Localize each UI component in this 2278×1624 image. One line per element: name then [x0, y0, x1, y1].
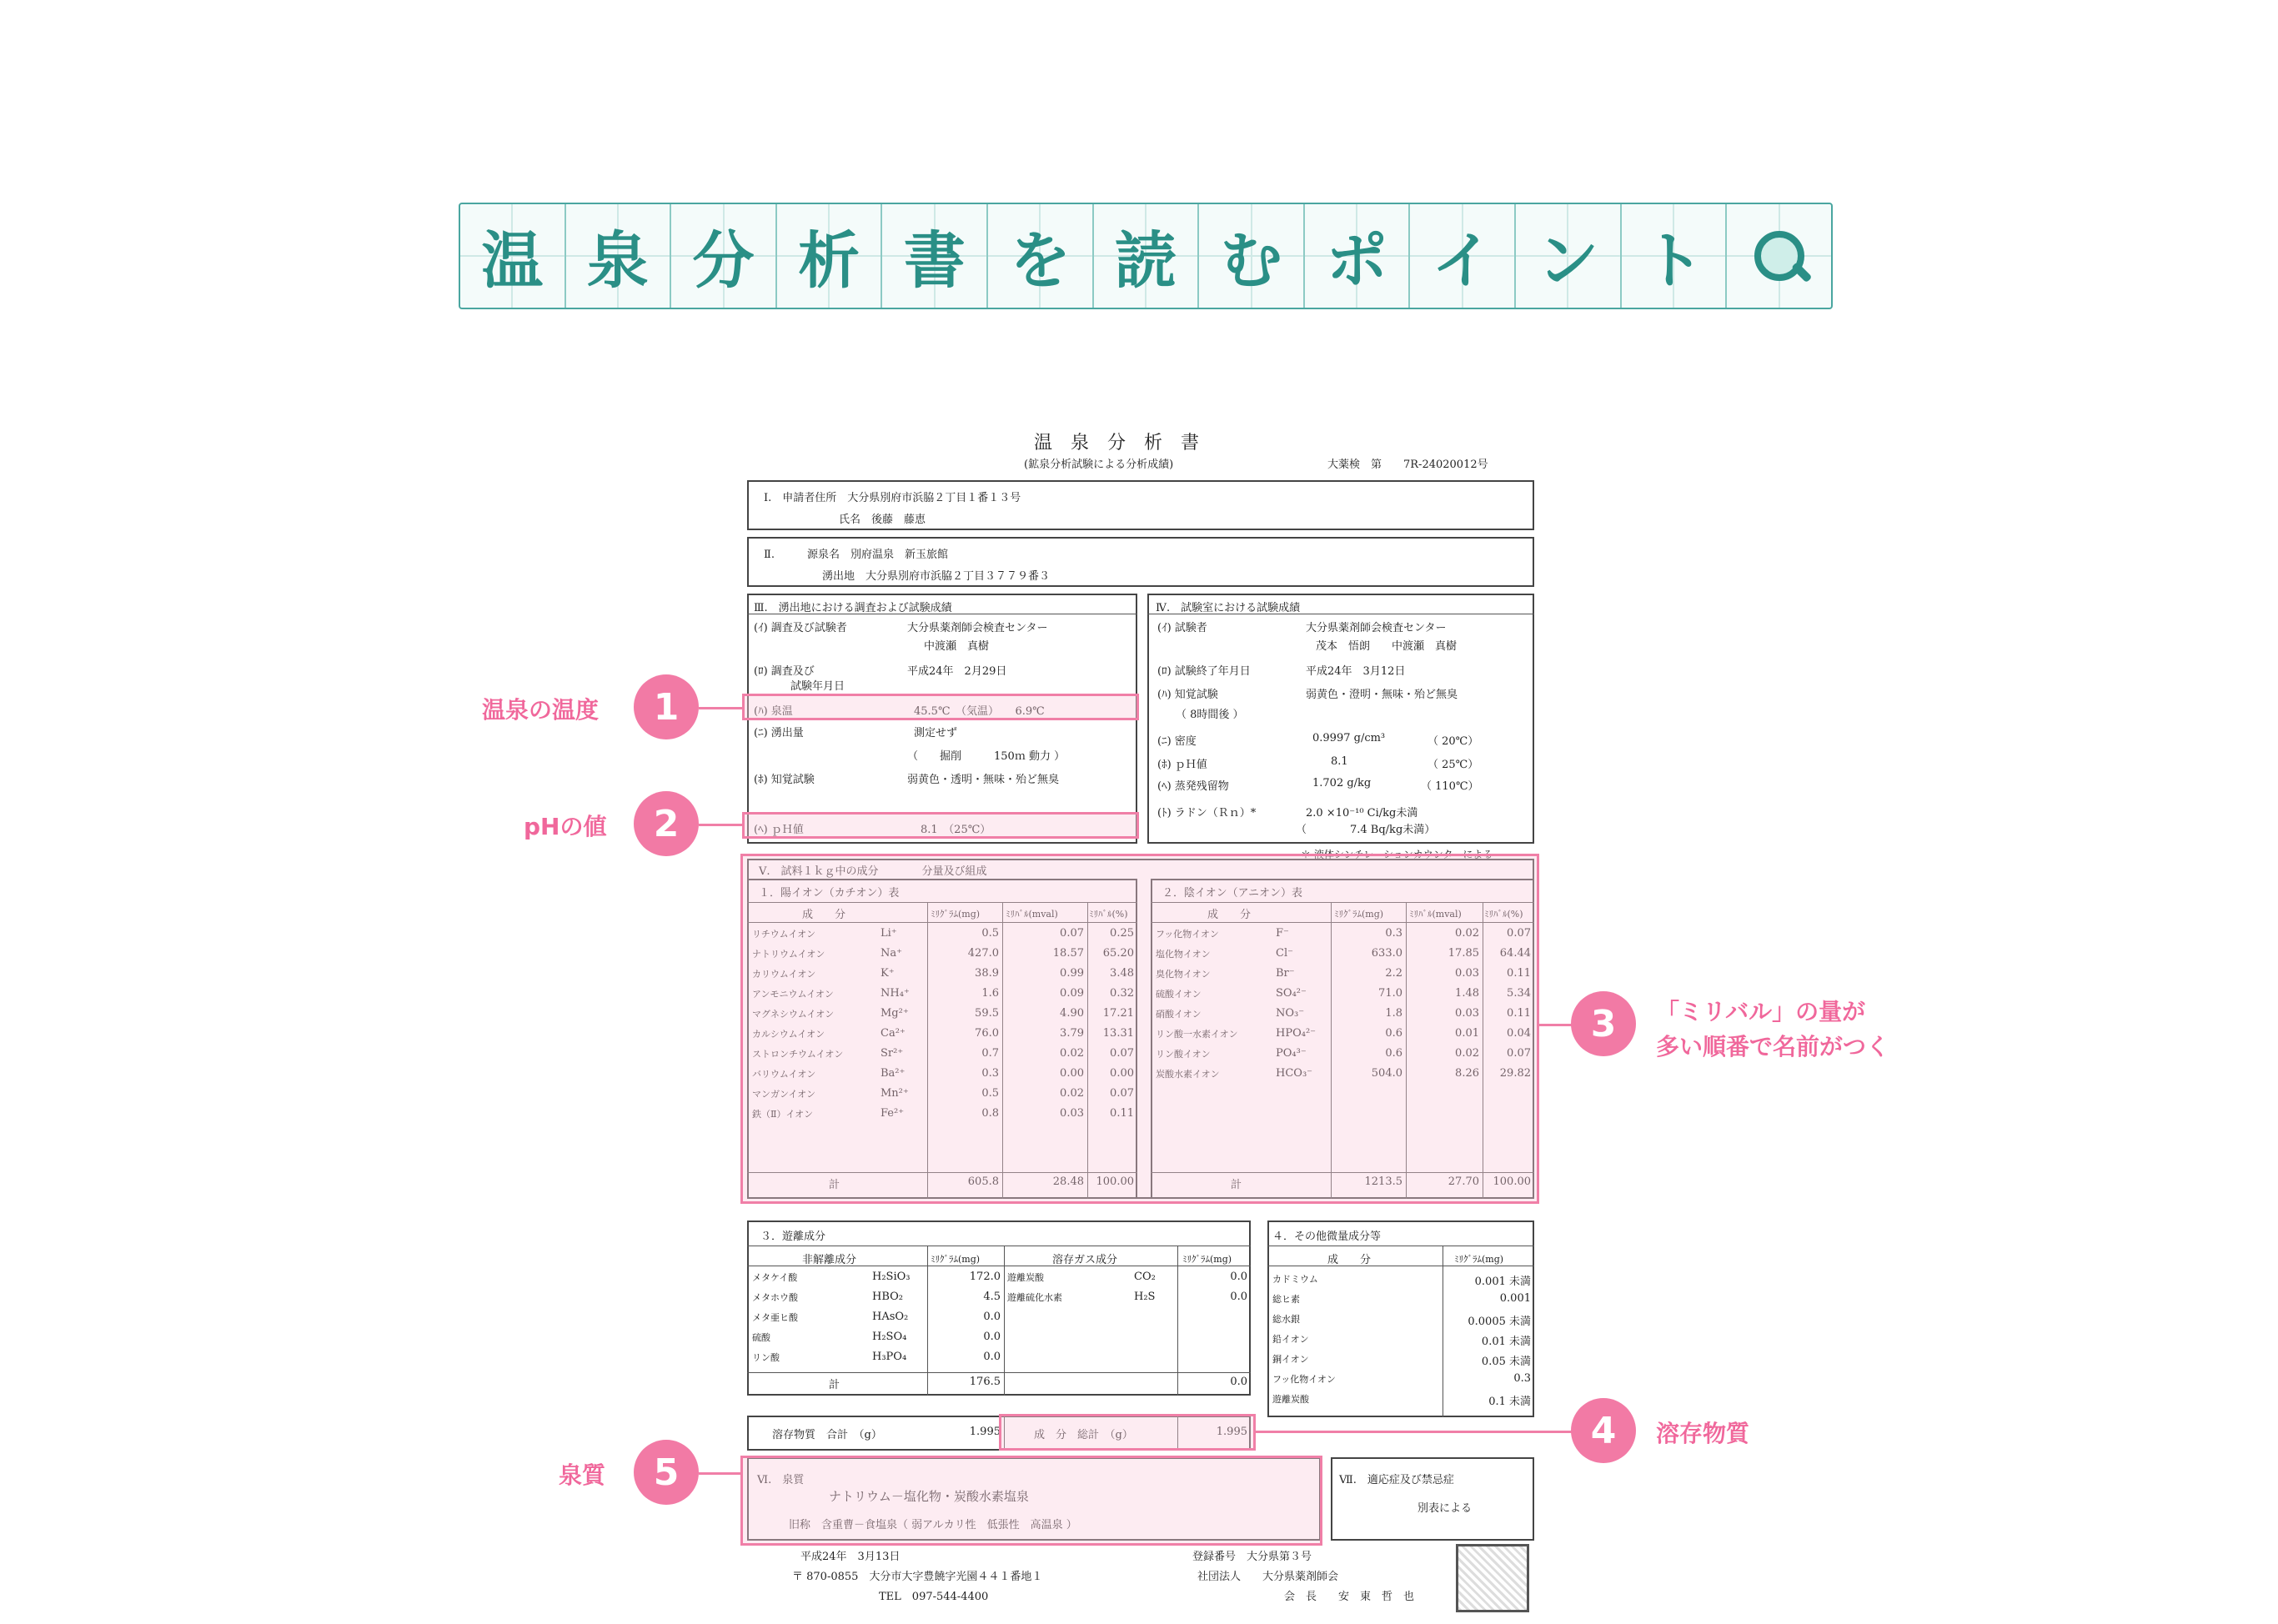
lab-row-label: (ﾎ) ｐＨ値 — [1157, 759, 1207, 771]
cation-name: ナトリウムイオン — [752, 949, 825, 960]
source-location: 湧出地 大分県別府市浜脇２丁目３７７９番３ — [822, 570, 1051, 583]
doc-ref: 大薬検 第 7R-24020012号 — [1327, 459, 1488, 471]
free-h1: 非解離成分 — [802, 1254, 857, 1266]
components-title: Ⅴ. 試料１ｋｇ中の成分 分量及び組成 — [759, 865, 987, 878]
free-symbol: H₃PO₄ — [872, 1351, 907, 1363]
anion-title: ２．陰イオン（アニオン）表 — [1162, 887, 1302, 900]
free-symbol: HAsO₂ — [872, 1311, 909, 1323]
lab-row-label: (ﾍ) 蒸発残留物 — [1157, 780, 1229, 793]
col-pct: ﾐﾘﾊﾞﾙ(%) — [1089, 909, 1128, 920]
cation-symbol: Na⁺ — [881, 947, 902, 960]
anion-mval: 0.01 — [1455, 1027, 1479, 1040]
cation-name: アンモニウムイオン — [752, 989, 834, 1000]
anion-mval: 1.48 — [1455, 987, 1479, 1000]
magnifier-icon — [1753, 229, 1806, 283]
field-ph-value: 8.1 （25℃） — [921, 824, 991, 836]
cation-mval: 0.99 — [1060, 967, 1084, 980]
callout-badge-5: 5 — [634, 1440, 699, 1505]
cation-mval: 0.07 — [1060, 927, 1084, 940]
free-h3: 溶存ガス成分 — [1052, 1254, 1118, 1266]
cation-mval: 0.03 — [1060, 1107, 1084, 1120]
callout-label-dissolved: 溶存物質 — [1656, 1420, 1750, 1447]
trace-value: 0.0005 未満 — [1468, 1316, 1531, 1328]
lab-row-value: 平成24年 3月12日 — [1306, 665, 1406, 678]
anion-pct: 0.11 — [1507, 967, 1531, 980]
field-row-label: 試験年月日 — [790, 680, 845, 693]
title-char: イ — [1410, 204, 1516, 308]
cation-name: カリウムイオン — [752, 969, 816, 980]
col-component: 成 分 — [802, 909, 846, 921]
lab-row-label: (ﾄ) ラドン（Ｒｎ）* — [1157, 807, 1257, 820]
free-name: メタホウ酸 — [752, 1292, 798, 1303]
lab-row-value: （ 25℃） — [1428, 759, 1479, 771]
anion-pct: 5.34 — [1507, 987, 1531, 1000]
field-row-value: 中渡瀬 真樹 — [924, 640, 990, 653]
anion-symbol: PO₄³⁻ — [1276, 1047, 1307, 1060]
footer-tel: TEL 097-544-4400 — [879, 1591, 989, 1603]
cation-name: カルシウムイオン — [752, 1029, 825, 1040]
free-symbol: H₂SO₄ — [872, 1331, 907, 1343]
magnifier-cell — [1727, 204, 1831, 308]
gas-symbol: CO₂ — [1134, 1271, 1156, 1283]
lab-test-title: Ⅳ. 試験室における試験成績 — [1156, 602, 1301, 614]
lab-row-value: 茂本 悟朗 中渡瀬 真樹 — [1316, 640, 1458, 653]
cation-mg: 76.0 — [975, 1027, 999, 1040]
callout-label-ph: pHの値 — [524, 813, 607, 840]
cation-mg: 59.5 — [975, 1007, 999, 1020]
anion-mg: 71.0 — [1378, 987, 1402, 1000]
lab-row-value: （ 7.4 Bq/kg未満） — [1296, 824, 1436, 836]
col-mg: ﾐﾘｸﾞﾗﾑ(mg) — [1334, 909, 1384, 920]
cation-mg: 0.5 — [981, 1087, 999, 1100]
anion-mg: 0.6 — [1385, 1047, 1402, 1060]
spring-temp-label: (ﾊ) 泉温 — [754, 705, 793, 718]
gas-name: 遊離炭酸 — [1007, 1272, 1044, 1283]
field-row-label: (ﾆ) 湧出量 — [754, 727, 804, 739]
anion-mval: 0.02 — [1455, 1047, 1479, 1060]
callout-label-temperature: 温泉の温度 — [482, 696, 600, 724]
component-total-value: 1.995 — [1216, 1426, 1247, 1438]
trace-value: 0.05 未満 — [1481, 1356, 1531, 1368]
cation-pct: 0.11 — [1110, 1107, 1134, 1120]
field-test-title: Ⅲ. 湧出地における調査および試験成績 — [754, 602, 952, 614]
lab-row-label: (ｲ) 試験者 — [1157, 622, 1207, 634]
cation-symbol: Ba²⁺ — [881, 1067, 906, 1080]
highlight-temperature — [742, 694, 1139, 720]
trace-name: 鉛イオン — [1272, 1334, 1309, 1345]
anion-mg: 2.2 — [1385, 967, 1402, 980]
lab-row-label: (ﾆ) 密度 — [1157, 735, 1197, 748]
spring-temp-value: 45.5℃ （気温） 6.9℃ — [914, 705, 1045, 718]
lab-row-value: 1.702 g/kg — [1312, 777, 1372, 789]
cation-symbol: Mg²⁺ — [881, 1007, 909, 1020]
free-name: リン酸 — [752, 1352, 780, 1363]
footer-president: 会 長 安 東 哲 也 — [1284, 1591, 1415, 1603]
issue-date: 平成24年 3月13日 — [800, 1551, 901, 1563]
trace-title: ４．その他微量成分等 — [1272, 1231, 1382, 1243]
lab-row-value: （ 8時間後 ） — [1176, 709, 1244, 721]
title-char: を — [988, 204, 1094, 308]
cation-mval: 0.09 — [1060, 987, 1084, 1000]
connector-5 — [699, 1472, 740, 1475]
field-row-value: 平成24年 2月29日 — [907, 665, 1007, 678]
highlight-components — [740, 854, 1539, 1204]
callout-label-millival-2: 多い順番で名前がつく — [1656, 1033, 1890, 1060]
callout-label-spring-type: 泉質 — [559, 1461, 606, 1489]
highlight-dissolved — [999, 1414, 1256, 1451]
anion-symbol: HCO₃⁻ — [1276, 1067, 1313, 1080]
cation-symbol: K⁺ — [881, 967, 895, 980]
trace-h2: ﾐﾘｸﾞﾗﾑ(mg) — [1454, 1254, 1504, 1265]
cation-mg: 0.7 — [981, 1047, 999, 1060]
anion-name: フッ化物イオン — [1156, 929, 1219, 940]
anion-pct: 0.11 — [1507, 1007, 1531, 1020]
cation-mval: 0.00 — [1060, 1067, 1084, 1080]
trace-value: 0.001 未満 — [1474, 1276, 1531, 1288]
anion-name: 臭化物イオン — [1156, 969, 1211, 980]
title-banner — [459, 203, 1833, 309]
free-mg: 0.0 — [983, 1331, 1001, 1343]
free-components-table — [747, 1221, 1251, 1396]
cation-mg: 0.5 — [981, 927, 999, 940]
field-row-value: 測定せず — [914, 727, 958, 739]
lab-row-value: 大分県薬剤師会検査センター — [1306, 622, 1447, 634]
cation-name: バリウムイオン — [752, 1069, 816, 1080]
gas-mg: 0.0 — [1230, 1271, 1247, 1283]
field-row-value: （ 掘削 150ｍ 動力 ） — [907, 750, 1066, 763]
gas-symbol: H₂S — [1134, 1291, 1156, 1303]
trace-value: 0.001 — [1499, 1292, 1531, 1305]
spring-type-old-name: 旧称 含重曹－食塩泉（ 弱アルカリ性 低張性 高温泉 ） — [789, 1519, 1077, 1531]
cation-pct: 65.20 — [1102, 947, 1134, 960]
free-total-label: 計 — [829, 1379, 840, 1391]
col-mval: ﾐﾘﾊﾞﾙ(mval) — [1006, 909, 1058, 920]
title-char: 温 — [460, 204, 566, 308]
anion-mval: 8.26 — [1455, 1067, 1479, 1080]
callout-badge-3: 3 — [1571, 991, 1636, 1056]
free-mg: 0.0 — [983, 1351, 1001, 1363]
anion-total-label: 計 — [1231, 1179, 1242, 1191]
trace-name: 総ヒ素 — [1272, 1294, 1300, 1305]
anion-pct: 0.07 — [1507, 1047, 1531, 1060]
anion-mval: 0.03 — [1455, 967, 1479, 980]
cation-pct: 0.25 — [1110, 927, 1134, 940]
anion-total-mg: 1213.5 — [1364, 1175, 1402, 1188]
anion-mg: 1.8 — [1385, 1007, 1402, 1020]
anion-total-pct: 100.00 — [1493, 1175, 1531, 1188]
title-char: む — [1199, 204, 1305, 308]
col-component: 成 分 — [1207, 909, 1252, 921]
cation-pct: 0.07 — [1110, 1087, 1134, 1100]
free-total-gas: 0.0 — [1230, 1376, 1247, 1388]
cation-total-mval: 28.48 — [1052, 1175, 1084, 1188]
cation-mval: 18.57 — [1052, 947, 1084, 960]
cation-mg: 427.0 — [967, 947, 999, 960]
trace-value: 0.1 未満 — [1488, 1396, 1531, 1408]
cation-symbol: Ca²⁺ — [881, 1027, 906, 1040]
lab-row-label: (ﾊ) 知覚試験 — [1157, 689, 1218, 701]
field-row-label: (ｲ) 調査及び試験者 — [754, 622, 847, 634]
anion-symbol: HPO₄²⁻ — [1276, 1027, 1317, 1040]
cation-mval: 0.02 — [1060, 1087, 1084, 1100]
footer-registration: 登録番号 大分県第３号 — [1192, 1551, 1312, 1563]
cation-mval: 3.79 — [1060, 1027, 1084, 1040]
lab-row-value: 0.9997 g/cm³ — [1312, 732, 1386, 744]
trace-name: 銅イオン — [1272, 1354, 1309, 1365]
field-row-value: 大分県薬剤師会検査センター — [907, 622, 1048, 634]
connector-1 — [699, 707, 742, 709]
dissolved-total-label: 溶存物質 合計 （g） — [772, 1429, 882, 1441]
indications-value: 別表による — [1417, 1502, 1473, 1515]
cation-pct: 0.07 — [1110, 1047, 1134, 1060]
official-seal — [1456, 1544, 1529, 1612]
callout-badge-4: 4 — [1571, 1398, 1636, 1463]
title-char: ン — [1516, 204, 1622, 308]
title-char: ポ — [1305, 204, 1411, 308]
field-row-value: 弱黄色・透明・無味・殆ど無臭 — [907, 774, 1060, 786]
anion-symbol: Cl⁻ — [1276, 947, 1293, 960]
anion-symbol: SO₄²⁻ — [1276, 987, 1307, 1000]
anion-pct: 0.04 — [1507, 1027, 1531, 1040]
cation-mg: 0.8 — [981, 1107, 999, 1120]
cation-mval: 0.02 — [1060, 1047, 1084, 1060]
anion-name: 硫酸イオン — [1156, 989, 1202, 1000]
cation-name: 鉄（Ⅱ）イオン — [752, 1109, 814, 1120]
footer-address: 〒 870-0855 大分市大字豊饒字光園４４１番地１ — [792, 1571, 1043, 1583]
anion-pct: 0.07 — [1507, 927, 1531, 940]
trace-value: 0.01 未満 — [1481, 1336, 1531, 1348]
title-char: 泉 — [566, 204, 672, 308]
cation-total-label: 計 — [829, 1179, 840, 1191]
connector-3 — [1539, 1024, 1573, 1026]
cation-title: １．陽イオン（カチオン）表 — [759, 887, 900, 900]
cation-pct: 3.48 — [1110, 967, 1134, 980]
cation-pct: 13.31 — [1102, 1027, 1134, 1040]
anion-mg: 633.0 — [1371, 947, 1402, 960]
cation-symbol: Sr²⁺ — [881, 1047, 904, 1060]
cation-pct: 17.21 — [1102, 1007, 1134, 1020]
cation-mval: 4.90 — [1060, 1007, 1084, 1020]
lab-row-value: 弱黄色・澄明・無味・殆ど無臭 — [1306, 689, 1458, 701]
doc-title: 温 泉 分 析 書 — [1034, 433, 1200, 454]
cation-mg: 0.3 — [981, 1067, 999, 1080]
cation-mg: 38.9 — [975, 967, 999, 980]
cation-symbol: Li⁺ — [881, 927, 897, 940]
lab-row-value: （ 20℃） — [1428, 735, 1479, 748]
title-char: ト — [1622, 204, 1728, 308]
source-name: Ⅱ. 源泉名 別府温泉 新玉旅館 — [764, 549, 948, 561]
field-row-label: (ﾎ) 知覚試験 — [754, 774, 815, 786]
anion-pct: 64.44 — [1499, 947, 1531, 960]
dissolved-total-value: 1.995 — [969, 1426, 1001, 1438]
cation-name: リチウムイオン — [752, 929, 816, 940]
anion-mg: 0.6 — [1385, 1027, 1402, 1040]
component-total-label: 成 分 総計 （g） — [1034, 1429, 1133, 1441]
trace-value: 0.3 — [1513, 1372, 1531, 1385]
cation-pct: 0.32 — [1110, 987, 1134, 1000]
anion-name: 硝酸イオン — [1156, 1009, 1202, 1020]
cation-total-mg: 605.8 — [967, 1175, 999, 1188]
indications-title: Ⅶ. 適応症及び禁忌症 — [1339, 1474, 1454, 1486]
anion-name: リン酸一水素イオン — [1156, 1029, 1238, 1040]
anion-pct: 29.82 — [1499, 1067, 1531, 1080]
cation-name: マンガンイオン — [752, 1089, 816, 1100]
col-mval: ﾐﾘﾊﾞﾙ(mval) — [1409, 909, 1462, 920]
anion-symbol: Br⁻ — [1276, 967, 1295, 980]
anion-symbol: F⁻ — [1276, 927, 1289, 940]
cation-symbol: NH₄⁺ — [881, 987, 910, 1000]
applicant-address: Ⅰ. 申請者住所 大分県別府市浜脇２丁目１番１３号 — [764, 492, 1021, 504]
anion-name: 炭酸水素イオン — [1156, 1069, 1220, 1080]
lab-row-value: 2.0 ×10⁻¹⁰ Ci/kg未満 — [1306, 807, 1418, 820]
callout-badge-1: 1 — [634, 674, 699, 739]
anion-name: 塩化物イオン — [1156, 949, 1211, 960]
anion-mval: 0.03 — [1455, 1007, 1479, 1020]
free-total-mg: 176.5 — [969, 1376, 1001, 1388]
gas-mg: 0.0 — [1230, 1291, 1247, 1303]
gas-name: 遊離硫化水素 — [1007, 1292, 1062, 1303]
anion-mg: 504.0 — [1371, 1067, 1402, 1080]
trace-name: 遊離炭酸 — [1272, 1394, 1309, 1405]
title-char: 析 — [777, 204, 883, 308]
callout-label-millival-1: 「ミリバル」の量が — [1656, 998, 1866, 1025]
free-symbol: HBO₂ — [872, 1291, 904, 1303]
anion-mval: 17.85 — [1448, 947, 1479, 960]
highlight-ph — [742, 812, 1139, 839]
lab-row-value: （ 110℃） — [1421, 780, 1479, 793]
anion-mval: 0.02 — [1455, 927, 1479, 940]
title-char: 書 — [882, 204, 988, 308]
cation-total-pct: 100.00 — [1096, 1175, 1134, 1188]
free-name: メタ亜ヒ酸 — [752, 1312, 798, 1323]
connector-2 — [699, 824, 742, 826]
trace-name: カドミウム — [1272, 1274, 1318, 1285]
free-mg: 4.5 — [983, 1291, 1001, 1303]
trace-name: 総水銀 — [1272, 1314, 1300, 1325]
col-mg: ﾐﾘｸﾞﾗﾑ(mg) — [931, 909, 981, 920]
footer-org: 社団法人 大分県薬剤師会 — [1197, 1571, 1339, 1583]
free-name: 硫酸 — [752, 1332, 770, 1343]
free-h2: ﾐﾘｸﾞﾗﾑ(mg) — [931, 1254, 981, 1265]
field-row-label: (ﾛ) 調査及び — [754, 665, 815, 678]
title-char: 分 — [671, 204, 777, 308]
free-name: メタケイ酸 — [752, 1272, 798, 1283]
free-mg: 172.0 — [969, 1271, 1001, 1283]
free-h4: ﾐﾘｸﾞﾗﾑ(mg) — [1182, 1254, 1232, 1265]
anion-total-mval: 27.70 — [1448, 1175, 1479, 1188]
trace-h1: 成 分 — [1327, 1254, 1372, 1266]
anion-mg: 0.3 — [1385, 927, 1402, 940]
spring-type-title: Ⅵ. 泉質 — [757, 1474, 805, 1486]
lab-row-label: (ﾛ) 試験終了年月日 — [1157, 665, 1251, 678]
anion-symbol: NO₃⁻ — [1276, 1007, 1305, 1020]
applicant-name: 氏名 後藤 藤恵 — [839, 514, 926, 526]
cation-mg: 1.6 — [981, 987, 999, 1000]
spring-type-name: ナトリウム－塩化物・炭酸水素塩泉 — [829, 1489, 1029, 1504]
free-title: ３．遊離成分 — [760, 1231, 826, 1243]
cation-name: マグネシウムイオン — [752, 1009, 835, 1020]
title-char: 読 — [1094, 204, 1200, 308]
trace-name: フッ化物イオン — [1272, 1374, 1336, 1385]
lab-note: ＊ 液体シンチレーションカウンターによる — [1301, 849, 1493, 860]
connector-4 — [1256, 1431, 1573, 1433]
doc-subtitle: (鉱泉分析試験による分析成績) — [1024, 459, 1174, 471]
cation-symbol: Fe²⁺ — [881, 1107, 905, 1120]
callout-badge-2: 2 — [634, 791, 699, 856]
cation-pct: 0.00 — [1110, 1067, 1134, 1080]
cation-symbol: Mn²⁺ — [881, 1087, 909, 1100]
lab-row-value: 8.1 — [1331, 755, 1348, 768]
highlight-spring-type — [740, 1456, 1322, 1546]
field-ph-label: (ﾍ) ｐＨ値 — [754, 824, 804, 836]
free-symbol: H₂SiO₃ — [872, 1271, 911, 1283]
free-mg: 0.0 — [983, 1311, 1001, 1323]
cation-name: ストロンチウムイオン — [752, 1049, 844, 1060]
col-pct: ﾐﾘﾊﾞﾙ(%) — [1484, 909, 1523, 920]
anion-name: リン酸イオン — [1156, 1049, 1211, 1060]
